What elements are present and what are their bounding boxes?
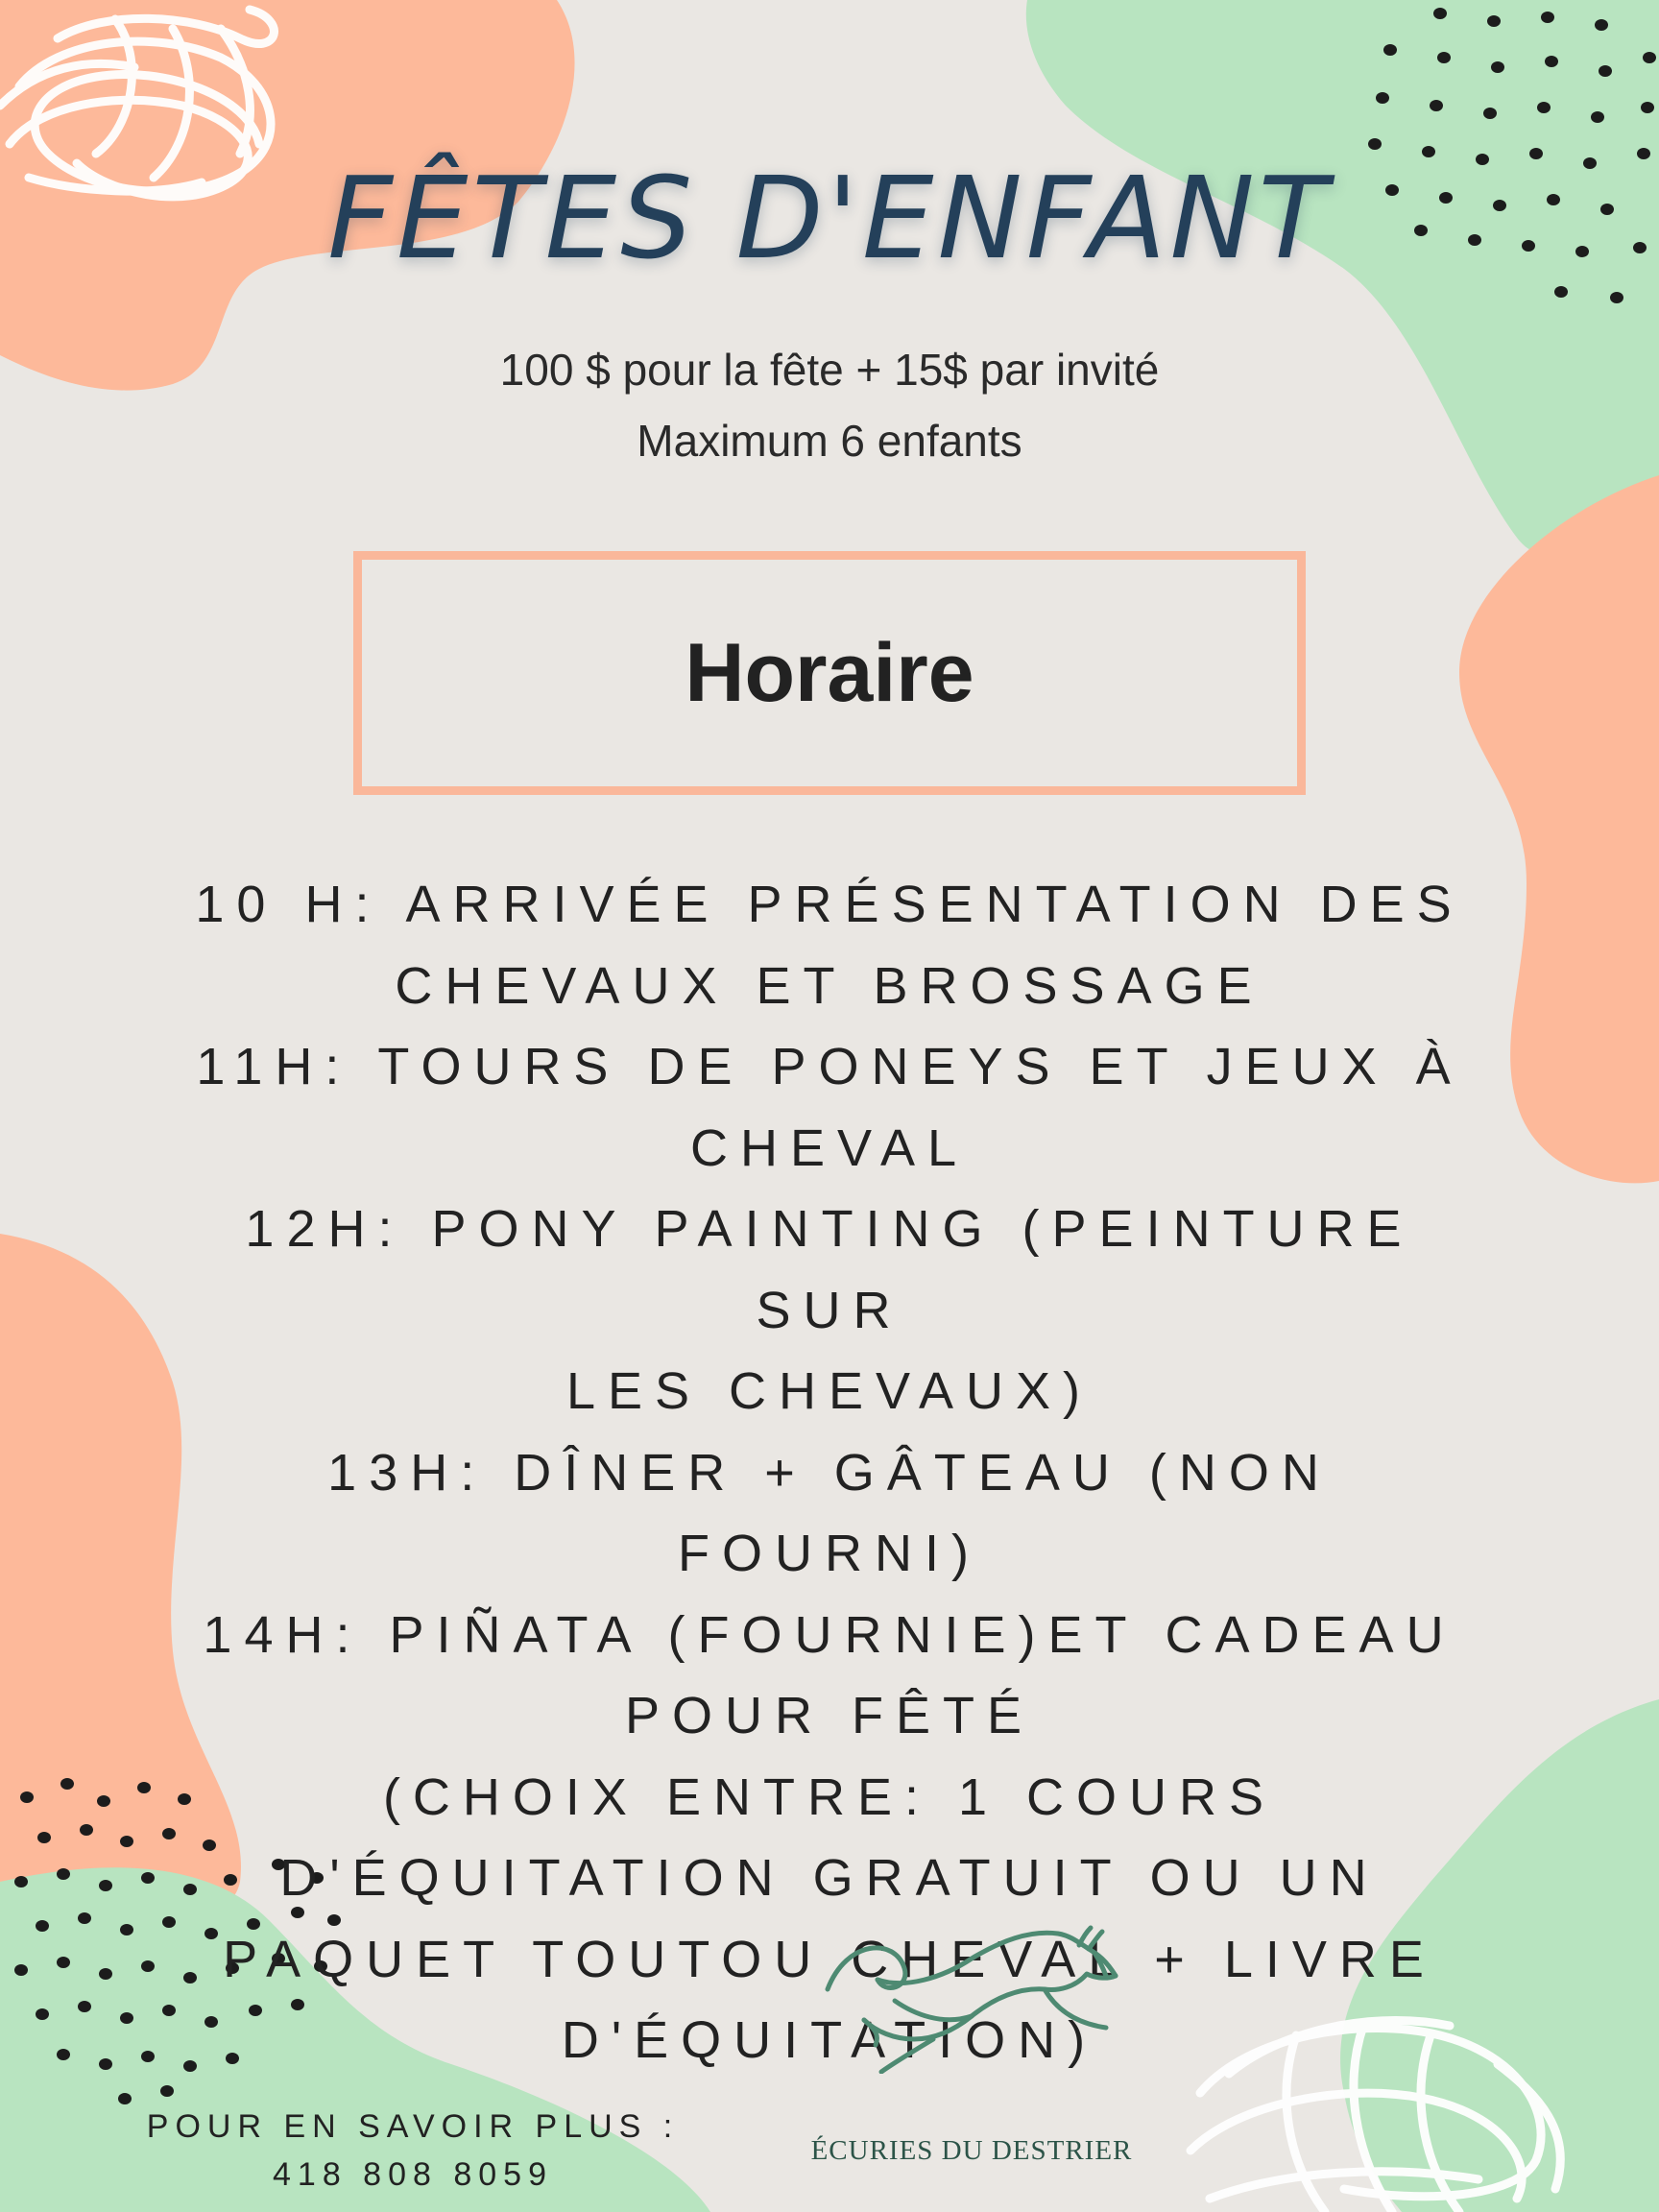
schedule-line: 10 H: ARRIVÉE PRÉSENTATION DES (195, 876, 1464, 933)
schedule-line: D'ÉQUITATION GRATUIT OU UN (279, 1849, 1380, 1907)
schedule-list (192, 864, 1467, 2081)
schedule-line: 11H: TOURS DE PONEYS ET JEUX À (196, 1038, 1463, 1095)
horse-logo-icon (818, 1920, 1125, 2074)
schedule-line: 14H: PIÑATA (FOURNIE)ET CADEAU (203, 1605, 1456, 1664)
page-title: FÊTES D'ENFANT (327, 152, 1332, 284)
schedule-line: 12H: PONY PAINTING (PEINTURE SUR (245, 1200, 1414, 1339)
logo-name: ÉCURIES DU DESTRIER (810, 2135, 1133, 2166)
schedule-heading-box (353, 551, 1306, 795)
schedule-line: CHEVAL (689, 1118, 970, 1177)
schedule-line: (CHOIX ENTRE: 1 COURS (382, 1767, 1277, 1826)
schedule-heading: Horaire (685, 626, 974, 719)
phone-number[interactable]: 418 808 8059 (273, 2156, 553, 2193)
schedule-line: LES CHEVAUX) (565, 1362, 1094, 1420)
peach-blob-right (1459, 475, 1659, 1183)
schedule-line: PAQUET TOUTOU CHEVAL + LIVRE (223, 1930, 1436, 1988)
capacity-line: Maximum 6 enfants (637, 416, 1022, 466)
schedule-line: CHEVAUX ET BROSSAGE (395, 956, 1264, 1015)
schedule-line: POUR FÊTÉ (624, 1687, 1035, 1744)
schedule-line: 13H: DÎNER + GÂTEAU (NON FOURNI) (327, 1443, 1332, 1582)
schedule-line: D'ÉQUITATION) (561, 2011, 1098, 2069)
price-line: 100 $ pour la fête + 15$ par invité (499, 345, 1160, 395)
contact-label: POUR EN SAVOIR PLUS : (146, 2108, 680, 2145)
contact-block (130, 2103, 696, 2199)
